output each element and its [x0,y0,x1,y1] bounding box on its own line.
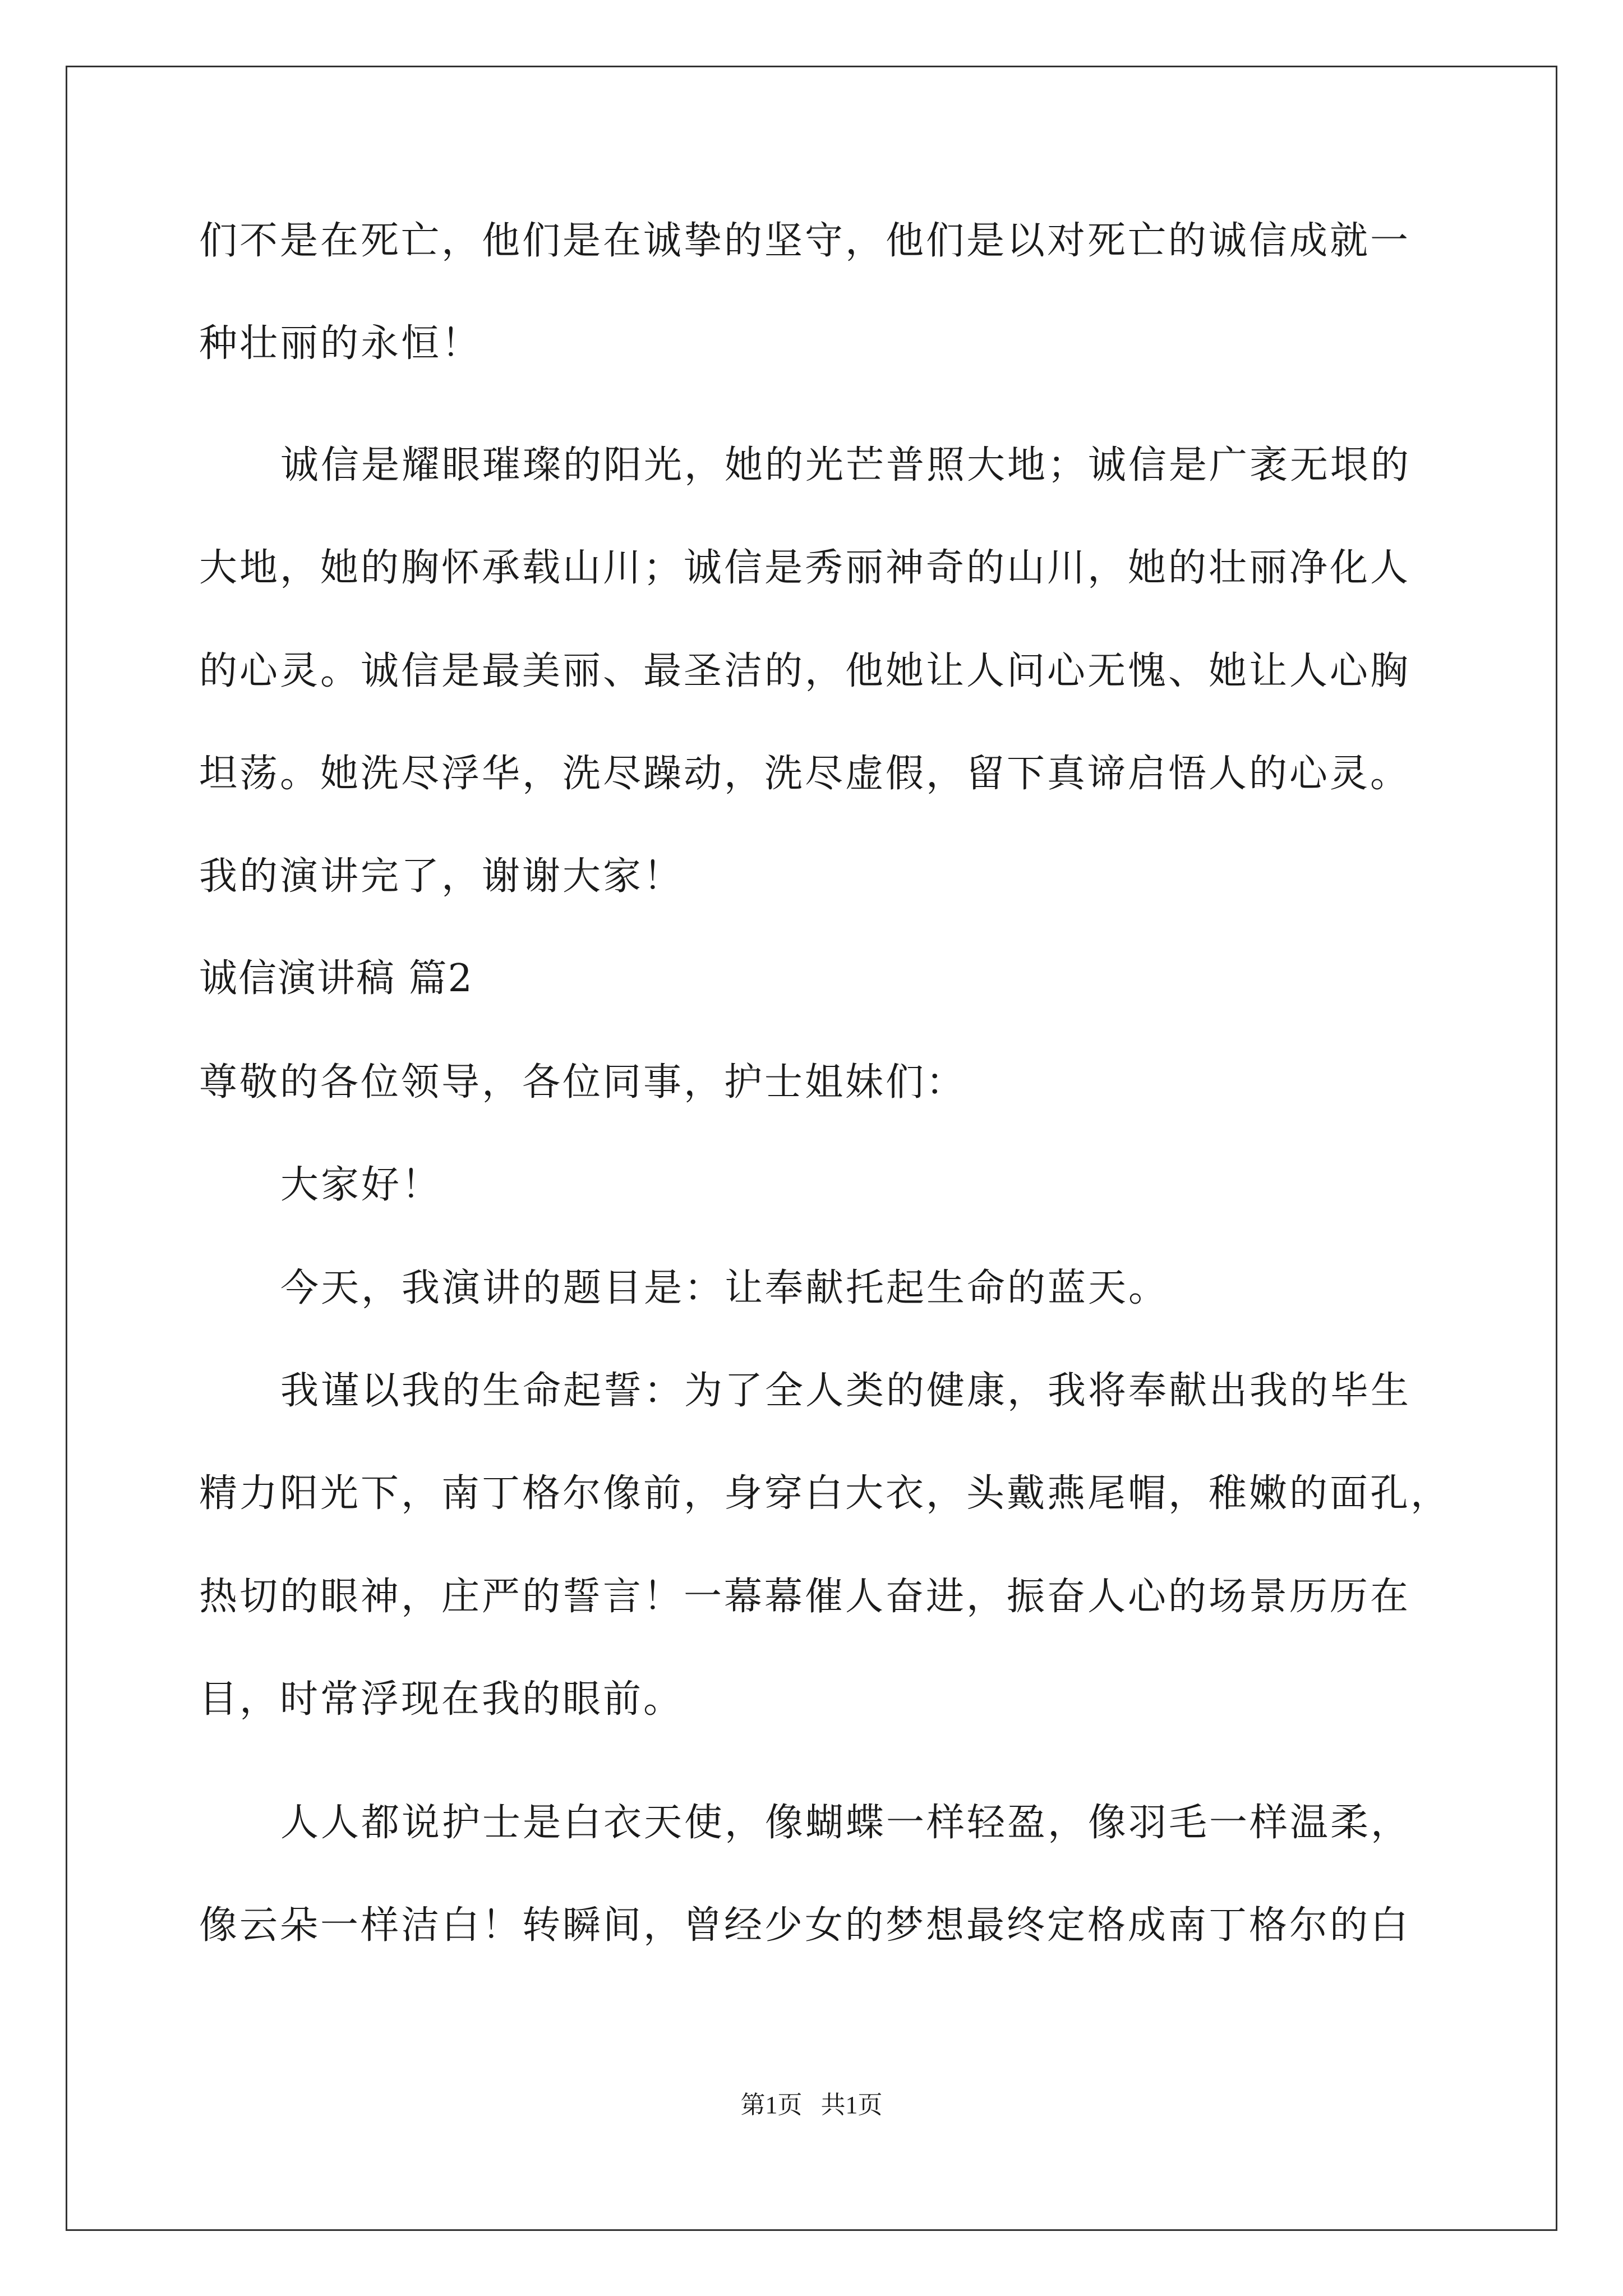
text-line: 精力阳光下，南丁格尔像前，身穿白大衣，头戴燕尾帽，稚嫩的面孔， [199,1471,1451,1516]
text-line: 目，时常浮现在我的眼前。 [199,1677,684,1722]
page-footer [0,2091,1623,2119]
page-number: 第1页 共1页 [740,2091,883,2119]
text-line: 们不是在死亡，他们是在诚挚的坚守，他们是以对死亡的诚信成就一 [199,219,1411,263]
text-line: 大家好！ [280,1163,442,1207]
text-line: 大地，她的胸怀承载山川；诚信是秀丽神奇的山川，她的壮丽净化人 [199,546,1411,590]
text-line: 人人都说护士是白衣天使，像蝴蝶一样轻盈，像羽毛一样温柔， [280,1801,1412,1845]
text-line: 种壮丽的永恒！ [199,321,482,366]
text-line: 热切的眼神，庄严的誓言！一幕幕催人奋进，振奋人心的场景历历在 [199,1575,1411,1619]
text-line: 的心灵。诚信是最美丽、最圣洁的，他她让人问心无愧、她让人心胸 [199,649,1411,693]
section-heading: 诚信演讲稿 篇2 [199,956,473,1001]
text-line: 坦荡。她洗尽浮华，洗尽躁动，洗尽虚假，留下真谛启悟人的心灵。 [199,752,1411,796]
salutation: 尊敬的各位领导，各位同事，护士姐妹们： [199,1060,967,1105]
text-line: 我谨以我的生命起誓：为了全人类的健康，我将奉献出我的毕生 [280,1369,1412,1413]
text-line: 我的演讲完了，谢谢大家！ [199,854,684,899]
text-line: 诚信是耀眼璀璨的阳光，她的光芒普照大地；诚信是广袤无垠的 [280,443,1412,487]
text-line: 像云朵一样洁白！转瞬间，曾经少女的梦想最终定格成南丁格尔的白 [199,1903,1411,1948]
text-line: 今天，我演讲的题目是：让奉献托起生命的蓝天。 [280,1266,1169,1310]
